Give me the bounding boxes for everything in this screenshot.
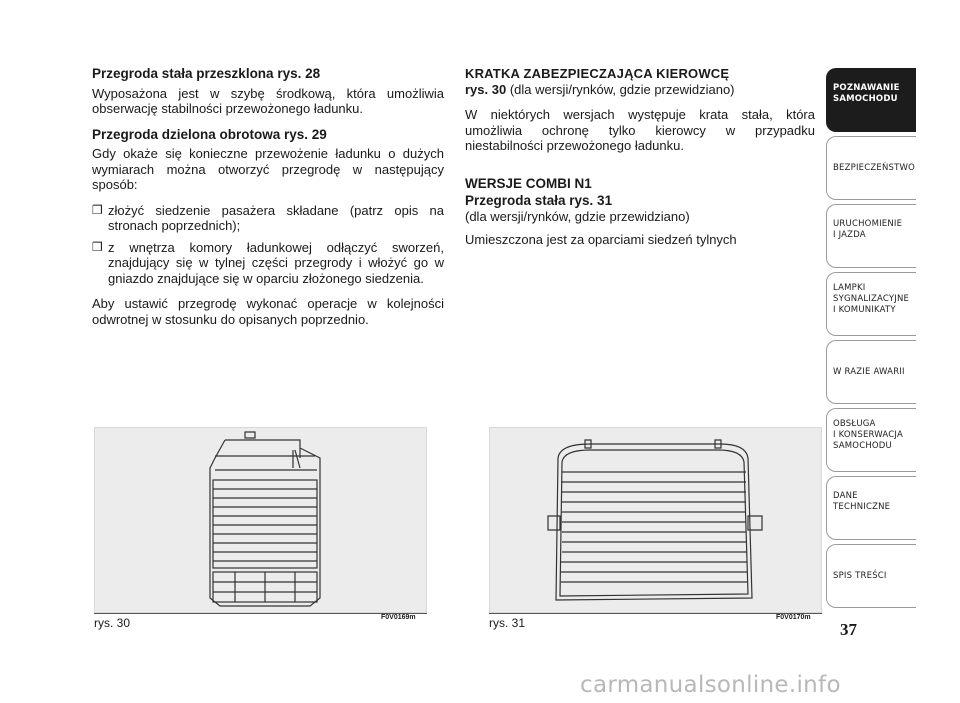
heading-fixed-glazed-partition: Przegroda stała przeszklona rys. 28 [92,66,321,81]
figure-reference-text: (dla wersji/rynków, gdzie przewidziano) [506,81,735,97]
right-column [465,66,815,258]
tab-dane-techniczne[interactable]: DANE TECHNICZNE [826,476,916,540]
partition-illustration [490,428,823,614]
figure-divider [94,613,427,614]
checkbox-bullet-icon: ❒ [92,202,103,217]
figure-reference-bold: rys. 30 [465,81,507,97]
heading-rotating-partition: Przegroda dzielona obrotowa rys. 29 [92,126,327,142]
figure-fixed-partition [489,427,822,613]
paragraph-fixed-partition: Umieszczona jest za oparciami siedzeń tylnych [465,232,737,247]
page-number: 37 [840,620,857,639]
figure-code: F0V0169m [381,614,416,621]
figure-code: F0V0170m [776,614,811,621]
figure-driver-guard-grille [94,427,427,613]
heading-fixed-partition: Przegroda stała rys. 31 [465,193,613,208]
paragraph-driver-guard: W niektórych wersjach występuje krata stała, która umożliwia ochronę tylko kierowcy w przypadku niestabilności przewożonego ładunku. [465,107,815,153]
figure-caption: rys. 31 [489,616,526,630]
tab-bezpieczenstwo[interactable]: BEZPIECZEŃSTWO [826,136,916,200]
paragraph-glazed-partition: Wyposażona jest w szybę środkową, która umożliwia obserwację stabilności przewożonego ładunku. [92,85,444,116]
figure-divider [489,613,822,614]
left-column [92,66,444,337]
tab-uruchomienie-i-jazda[interactable]: URUCHOMIENIE I JAZDA [826,204,916,268]
watermark: carmanualsonline.info [580,672,841,698]
heading-driver-guard: KRATKA ZABEZPIECZAJĄCA KIEROWCĘ [465,66,730,81]
availability-note: (dla wersji/rynków, gdzie przewidziano) [465,208,690,224]
grille-illustration [95,428,428,614]
paragraph-rotating-partition: Gdy okaże się konieczne przewożenie ładunku o dużych wymiarach można otworzyć przegrodę w następujący sposób: [92,146,444,192]
figure-caption: rys. 30 [94,616,131,630]
tab-obsluga-i-konserwacja[interactable]: OBSŁUGA I KONSERWACJA SAMOCHODU [826,408,916,472]
section-title-combi: WERSJE COMBI N1 [465,175,592,191]
tab-lampki-sygnalizacyjne[interactable]: LAMPKI SYGNALIZACYJNE I KOMUNIKATY [826,272,916,336]
paragraph-reverse-order: Aby ustawić przegrodę wykonać operacje w kolejności odwrotnej w stosunku do opisanych poprzednio. [92,296,444,327]
tab-spis-tresci[interactable]: SPIS TREŚCI [826,544,916,608]
list-item-text: złożyć siedzenie pasażera składane (patrz opis na stronach poprzednich); [108,202,444,233]
tab-w-razie-awarii[interactable]: W RAZIE AWARII [826,340,916,404]
list-item [92,240,444,287]
tab-poznawanie-samochodu[interactable]: POZNAWANIE SAMOCHODU [826,68,916,132]
list-item-text: z wnętrza komory ładunkowej odłączyć sworzeń, znajdujący się w tylnej części przegrody i włożyć go w gniazdo znajdujące się w oparciu złożonego siedzenia. [108,239,444,286]
checkbox-bullet-icon: ❒ [92,239,103,254]
figure-reference [465,82,815,98]
list-item [92,203,444,234]
